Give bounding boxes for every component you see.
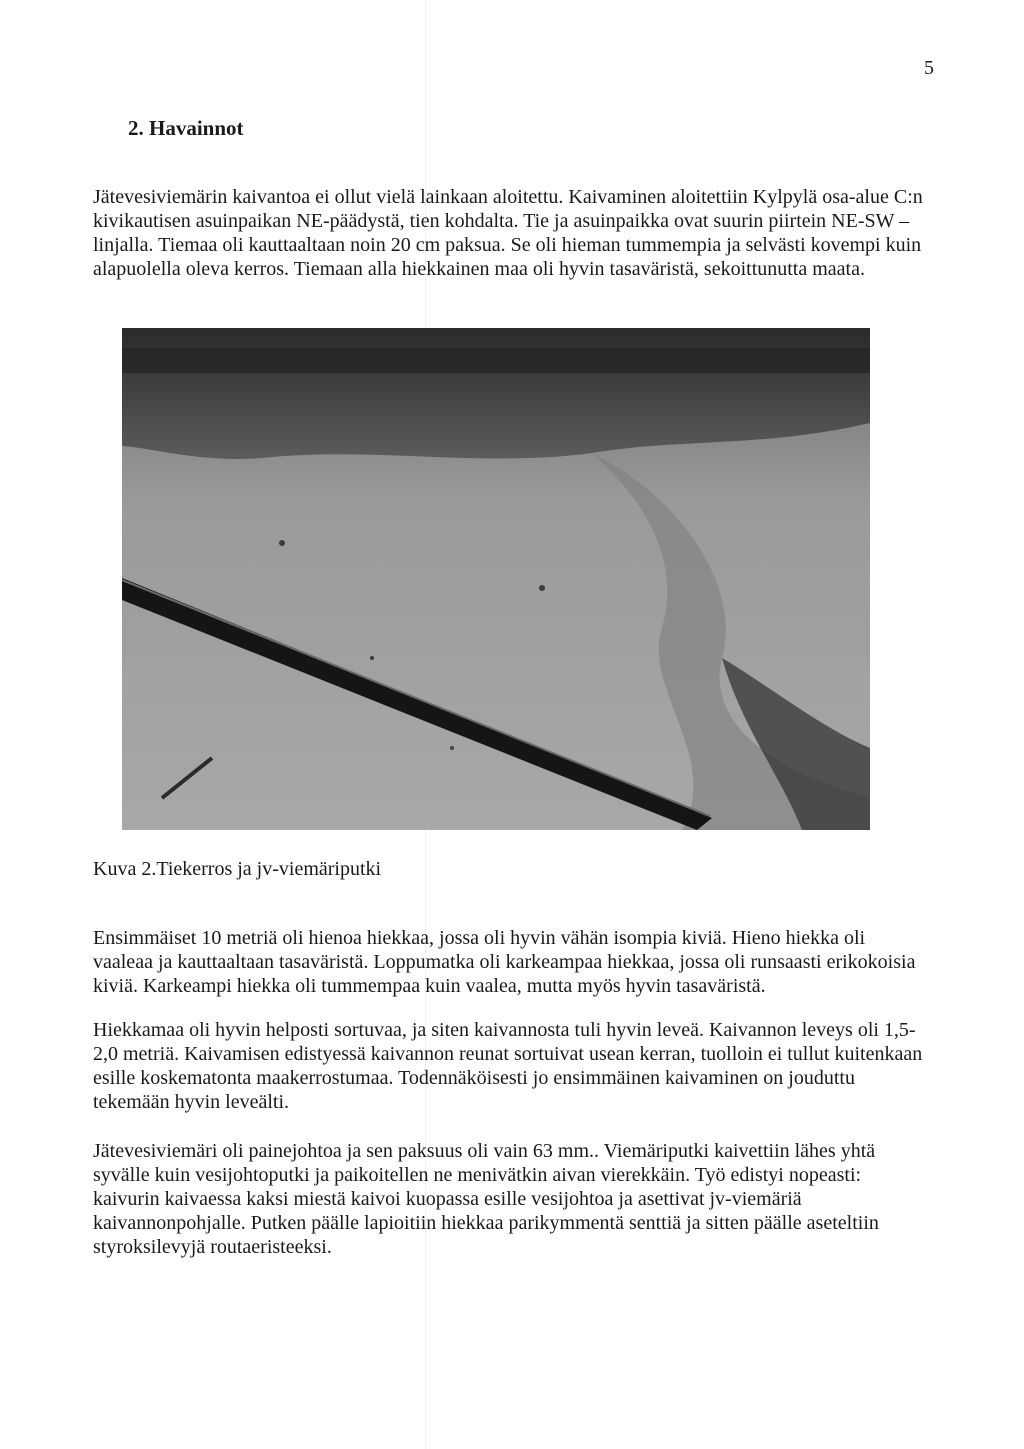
paragraph-trench-collapse: Hiekkamaa oli hyvin helposti sortuvaa, ja siten kaivannosta tuli hyvin leveä. Kaivannon leveys oli 1,5-2,0 metriä. Kaivamisen edistyessä kaivannon reunat sortuivat usean kerran, tuolloin ei tullut kuitenkaan esille koskematonta maakerrostumaa. Todennäköisesti jo ensimmäinen kaivaminen on jouduttu tekemään hyvin leveälti.	[93, 1019, 923, 1113]
paragraph-sewer-pipe: Jätevesiviemäri oli painejohtoa ja sen paksuus oli vain 63 mm.. Viemäriputki kaivettiin lähes yhtä syvälle kuin vesijohtoputki ja paikoitellen ne menivätkin aivan vierekkäin. Työ edistyi nopeasti: kaivurin kaivaessa kaksi miestä kaivoi kuopassa esille vesijohtoa ja asettivat jv-viemäriä kaivannonpohjalle. Putken päälle lapioitiin hiekkaa parikymmentä senttiä ja sitten päälle aseteltiin styroksilevyjä routaeristeeksi.	[93, 1140, 879, 1258]
paragraph-intro: Jätevesiviemärin kaivantoa ei ollut vielä lainkaan aloitettu. Kaivaminen aloitettiin Kylpylä osa-alue C:n kivikautisen asuinpaikan NE-päädystä, tien kohdalta. Tie ja asuinpaikka ovat suurin piirtein NE-SW –linjalla. Tiemaa oli kauttaaltaan noin 20 cm paksua. Se oli hieman tummempia ja selvästi kovempi kuin alapuolella oleva kerros. Tiemaan alla hiekkainen maa oli hyvin tasaväristä, sekoittunutta maata.	[93, 186, 923, 280]
page-number: 5	[924, 57, 934, 79]
trench-photo	[122, 328, 870, 830]
section-heading: 2. Havainnot	[128, 116, 244, 140]
figure-caption: Kuva 2.Tiekerros ja jv-viemäriputki	[93, 858, 382, 880]
trench-photo-drawing	[122, 328, 870, 830]
paragraph-sand-description: Ensimmäiset 10 metriä oli hienoa hiekkaa, jossa oli hyvin vähän isompia kiviä. Hieno hiekka oli vaaleaa ja kauttaaltaan tasaväristä. Loppumatka oli karkeampaa hiekkaa, jossa oli runsaasti erikokoisia kiviä. Karkeampi hiekka oli tummempaa kuin vaalea, mutta myös hyvin tasaväristä.	[93, 927, 916, 997]
